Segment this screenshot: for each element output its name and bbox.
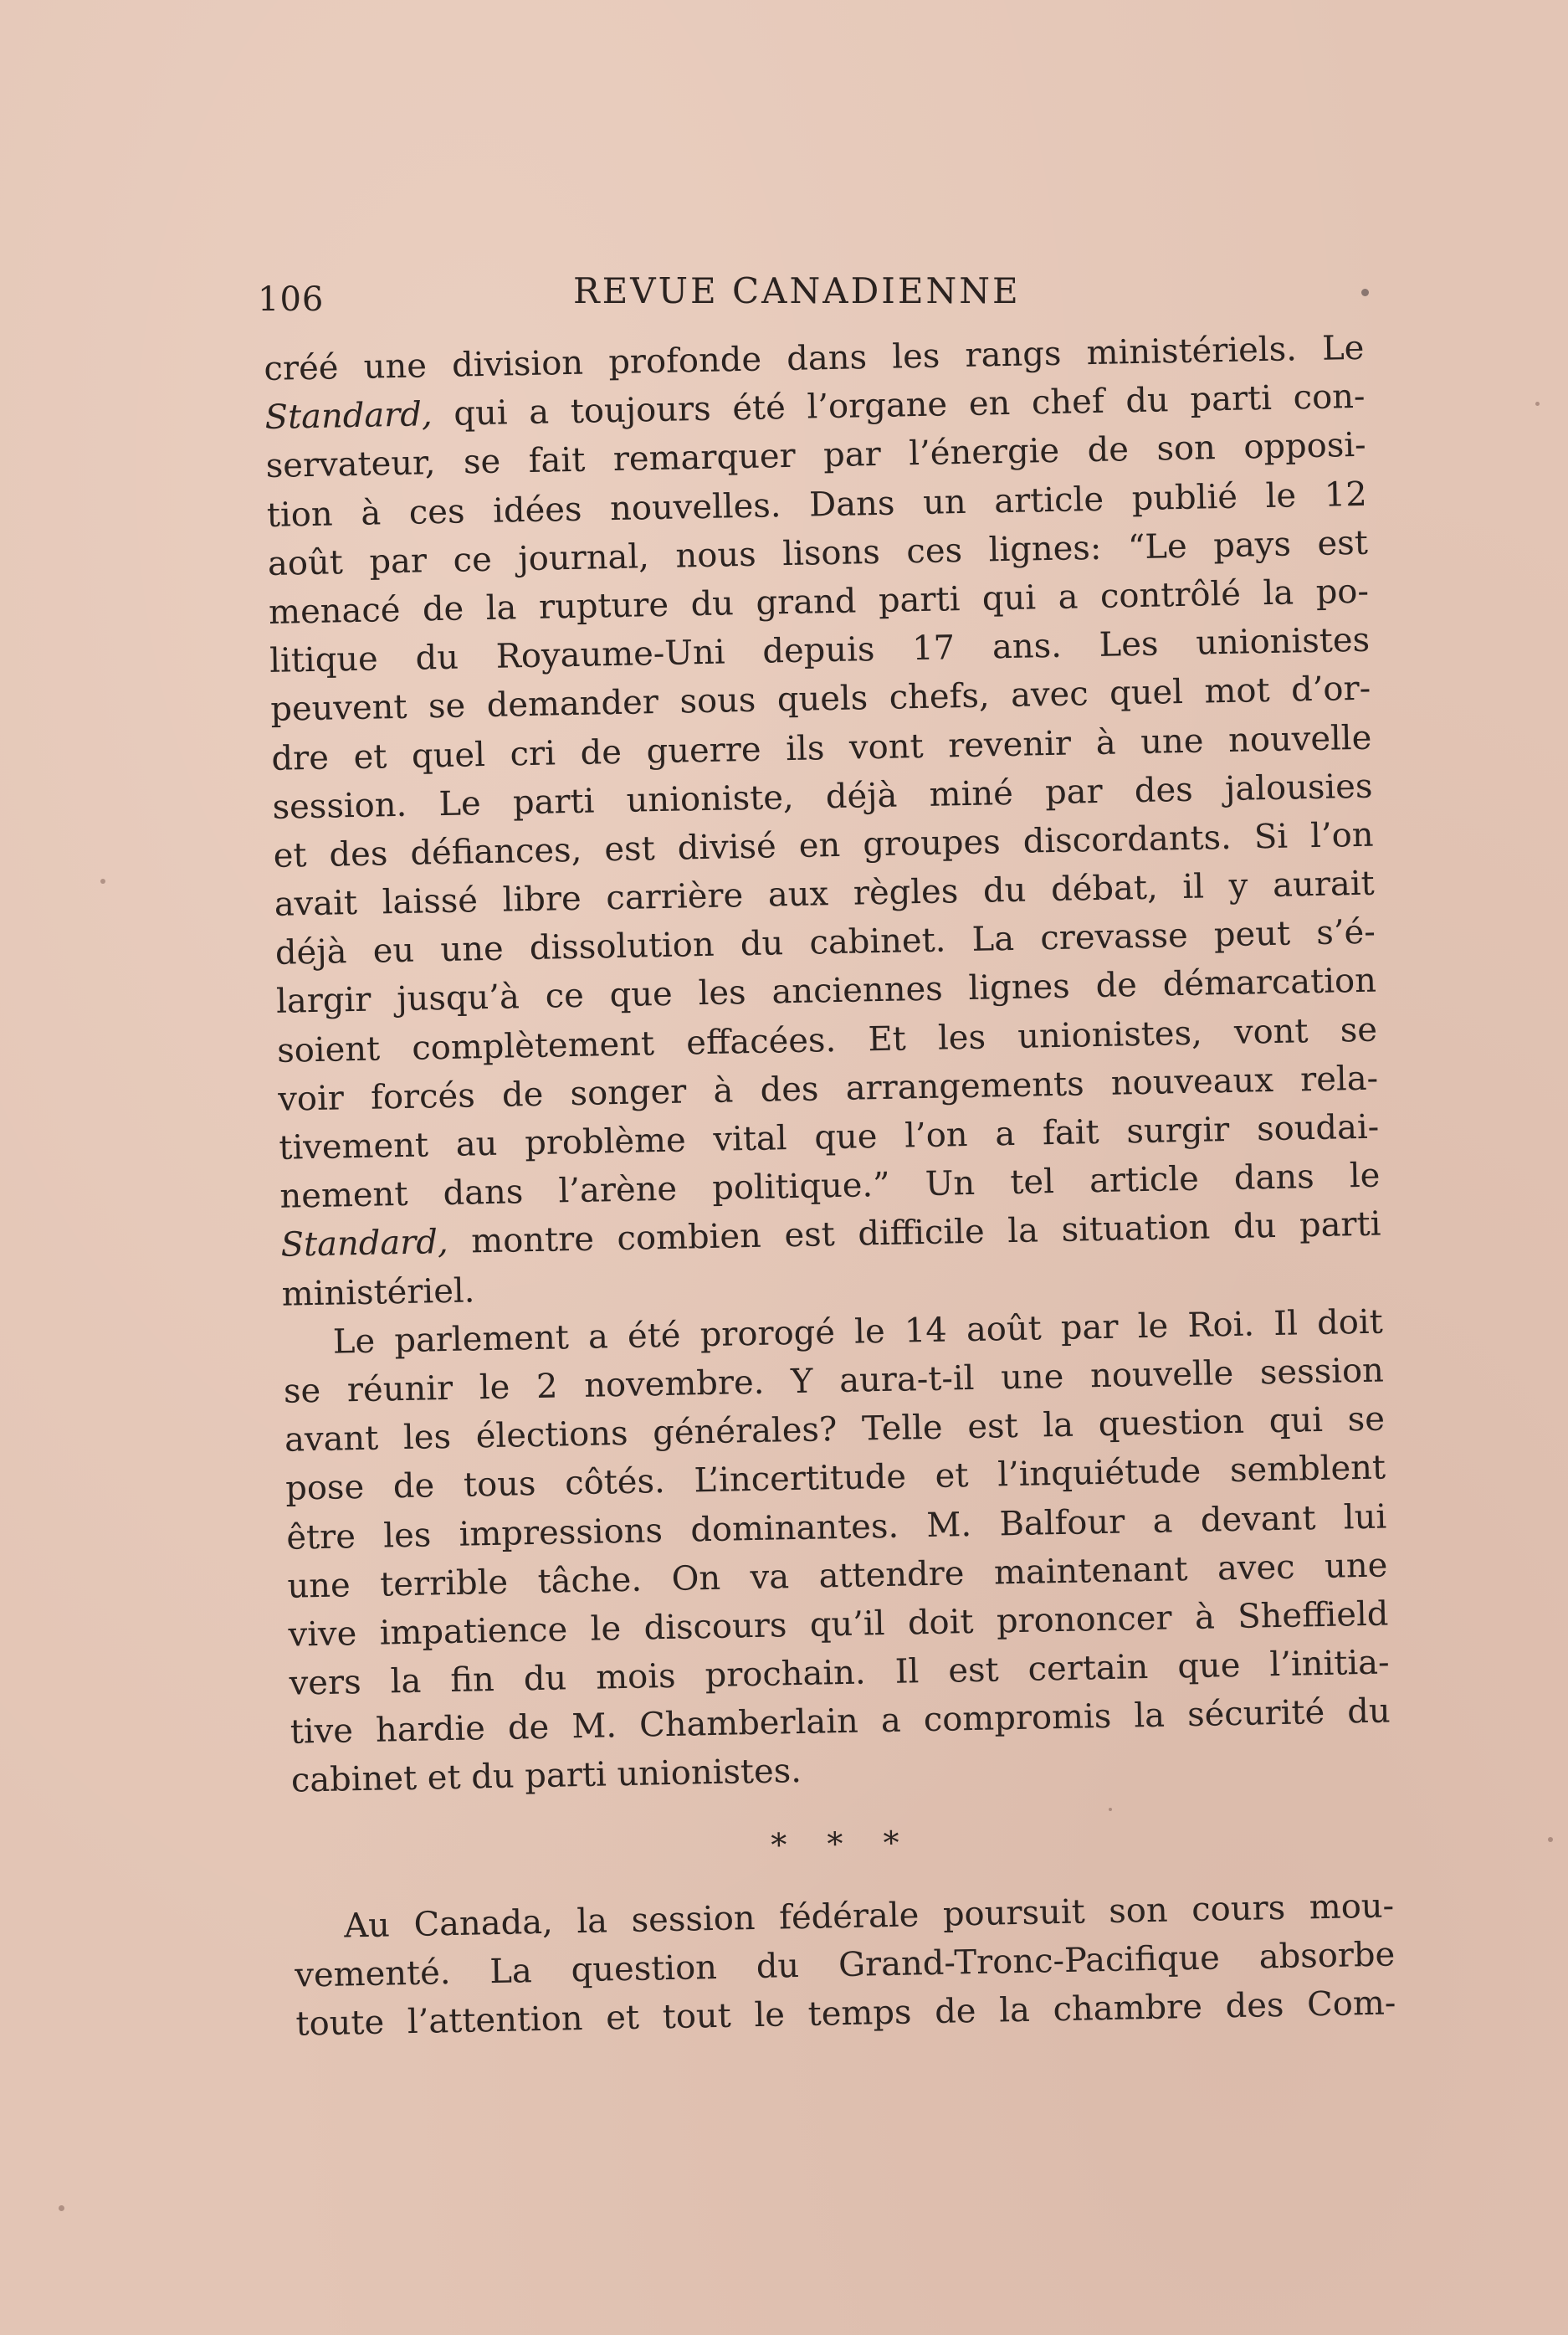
- text-line: déjà eu une dissolution du cabinet. La crevasse peut s’é-: [274, 912, 1376, 973]
- text-line: se réunir le 2 novembre. Y aura-t-il une nouvelle session: [283, 1351, 1385, 1411]
- running-head: REVUE CANADIENNE: [573, 270, 1021, 311]
- text-line: avait laissé libre carrière aux règles du débat, il y aurait: [274, 864, 1376, 924]
- text-line: session. Le parti unioniste, déjà miné par des jalousies: [272, 767, 1373, 827]
- text-line: Au Canada, la session fédérale poursuit son cours mou-: [343, 1886, 1395, 1946]
- text-line: soient complètement effacées. Et les unionistes, vont se: [276, 1010, 1378, 1070]
- publication-title: Standard,: [280, 1223, 449, 1265]
- text-line: servateur, se fait remarquer par l’énergie de son opposi-: [265, 426, 1366, 486]
- text-line: nement dans l’arène politique.” Un tel article dans le: [279, 1156, 1381, 1216]
- text-line: largir jusqu’à ce que les anciennes lignes de démarcation: [275, 962, 1377, 1022]
- text-line: tion à ces idées nouvelles. Dans un article publié le 12: [266, 475, 1368, 535]
- text-line: litique du Royaume-Uni depuis 17 ans. Les unionistes: [269, 620, 1371, 681]
- page-number: 106: [258, 280, 325, 319]
- paper-speck: [59, 2205, 64, 2211]
- paper-speck: [1548, 1837, 1553, 1842]
- text-fragment: montre combien est difficile la situation du parti: [448, 1204, 1381, 1262]
- text-line: peuvent se demander sous quels chefs, avec quel mot d’or-: [269, 669, 1371, 730]
- paragraph-1: [264, 324, 1382, 1319]
- text-line: tive hardie de M. Chamberlain a compromis la sécurité du: [290, 1691, 1391, 1752]
- text-line: pose de tous côtés. L’incertitude et l’inquiétude semblent: [284, 1448, 1386, 1509]
- text-line: tivement au problème vital que l’on a fait surgir soudai-: [278, 1107, 1380, 1168]
- paragraph-2: [282, 1297, 1391, 1805]
- text-line: une terrible tâche. On va attendre maintenant avec une: [287, 1546, 1388, 1606]
- text-line: voir forcés de songer à des arrangements nouveaux rela-: [277, 1059, 1379, 1119]
- section-separator: * * *: [771, 1824, 915, 1864]
- text-line: créé une division profonde dans les rangs ministériels. Le: [264, 328, 1365, 388]
- paper-speck: [1109, 1808, 1112, 1811]
- page-header: [251, 264, 1372, 319]
- text-line: dre et quel cri de guerre ils vont revenir à une nouvelle: [271, 718, 1372, 778]
- paper-speck: [1535, 402, 1540, 406]
- text-line: août par ce journal, nous lisons ces lignes: “Le pays est: [267, 523, 1369, 583]
- publication-title: Standard,: [264, 395, 433, 438]
- text-line: vive impatience le discours qu’il doit prononcer à Sheffield: [288, 1594, 1389, 1655]
- ink-dot: [1361, 289, 1369, 296]
- text-line: menacé de la rupture du grand parti qui a contrôlé la po-: [268, 572, 1370, 632]
- paper-speck: [100, 879, 105, 884]
- text-fragment: qui a toujours été l’organe en chef du parti con-: [432, 377, 1366, 434]
- text-line: ministériel.: [281, 1270, 475, 1314]
- text-line: vementé. La question du Grand-Tronc-Pacifique absorbe: [294, 1935, 1396, 1995]
- text-line: toute l’attention et tout le temps de la chambre des Com-: [295, 1983, 1396, 2044]
- paragraph-3: [294, 1881, 1396, 2049]
- text-line: cabinet et du parti unionistes.: [290, 1752, 802, 1801]
- text-line: vers la fin du mois prochain. Il est certain que l’initia-: [289, 1643, 1390, 1703]
- text-line: et des défiances, est divisé en groupes discordants. Si l’on: [273, 815, 1374, 875]
- text-line: Le parlement a été prorogé le 14 août par le Roi. Il doit: [332, 1302, 1384, 1362]
- text-line: être les impressions dominantes. M. Balfour a devant lui: [285, 1496, 1387, 1558]
- text-line: avant les élections générales? Telle est la question qui se: [284, 1399, 1386, 1460]
- body-text: [264, 324, 1396, 2049]
